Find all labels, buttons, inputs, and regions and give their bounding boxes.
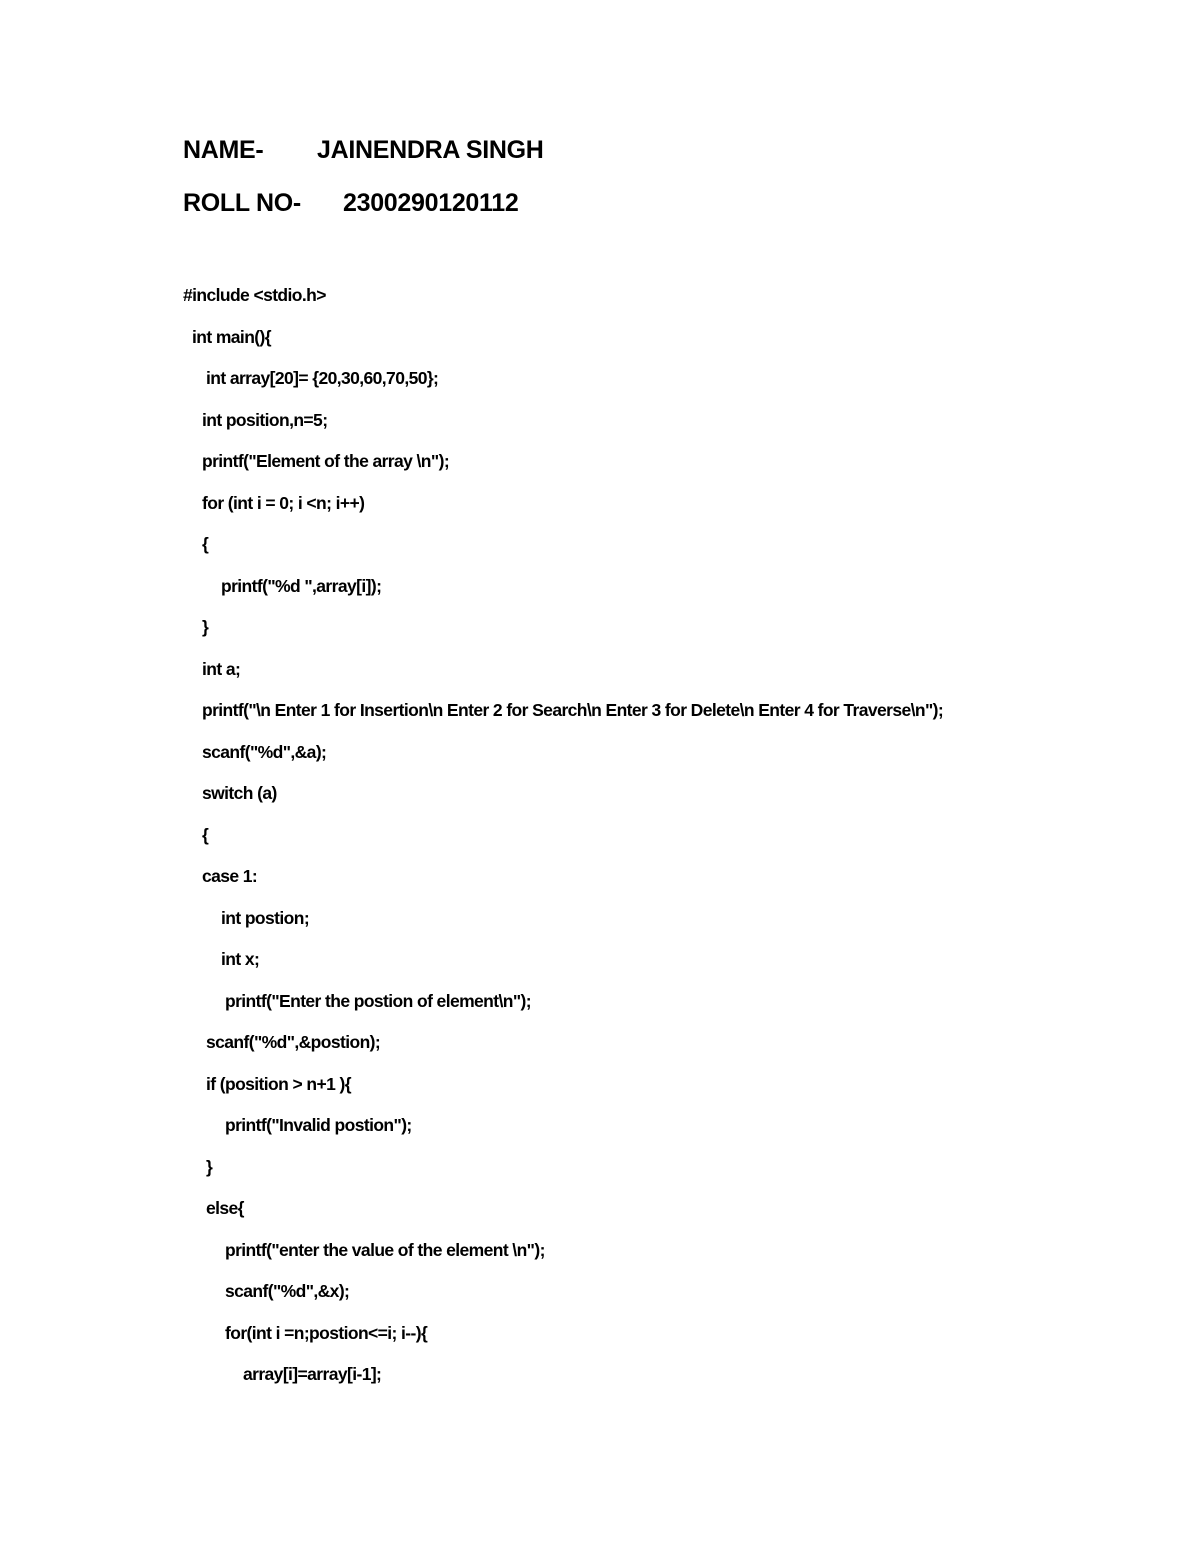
name-value: JAINENDRA SINGH bbox=[317, 136, 544, 164]
code-line: printf("%d ",array[i]); bbox=[221, 576, 382, 596]
code-line: scanf("%d",&x); bbox=[225, 1281, 350, 1301]
code-line: int x; bbox=[221, 949, 260, 969]
name-label: NAME- bbox=[183, 136, 264, 164]
code-line: { bbox=[202, 825, 209, 845]
code-line: else{ bbox=[206, 1198, 244, 1218]
code-line: scanf("%d",&a); bbox=[202, 742, 327, 762]
roll-label: ROLL NO- bbox=[183, 189, 301, 217]
code-line: printf("Invalid postion"); bbox=[225, 1115, 412, 1135]
code-line: printf("\n Enter 1 for Insertion\n Enter 2 for Search\n Enter 3 for Delete\n Enter 4 for Traverse\n"); bbox=[202, 700, 944, 720]
code-line: case 1: bbox=[202, 866, 258, 886]
roll-value: 2300290120112 bbox=[343, 189, 519, 217]
code-line: switch (a) bbox=[202, 783, 277, 803]
code-line: array[i]=array[i-1]; bbox=[243, 1364, 382, 1384]
code-line: scanf("%d",&postion); bbox=[206, 1032, 381, 1052]
roll-number-line bbox=[183, 189, 783, 221]
code-line: int a; bbox=[202, 659, 241, 679]
code-line: for(int i =n;postion<=i; i--){ bbox=[225, 1323, 428, 1343]
code-line: printf("Enter the postion of element\n"); bbox=[225, 991, 532, 1011]
code-line: int array[20]= {20,30,60,70,50}; bbox=[206, 368, 439, 388]
code-line: } bbox=[202, 617, 209, 637]
code-line: printf("enter the value of the element \n"); bbox=[225, 1240, 545, 1260]
student-name-line bbox=[183, 136, 783, 168]
code-line: } bbox=[206, 1157, 213, 1177]
code-line: for (int i = 0; i <n; i++) bbox=[202, 493, 365, 513]
code-line: int postion; bbox=[221, 908, 310, 928]
code-line: { bbox=[202, 534, 209, 554]
code-line: printf("Element of the array \n"); bbox=[202, 451, 450, 471]
code-line: #include <stdio.h> bbox=[183, 285, 326, 305]
code-line: int main(){ bbox=[192, 327, 271, 347]
code-line: int position,n=5; bbox=[202, 410, 328, 430]
code-line: if (position > n+1 ){ bbox=[206, 1074, 351, 1094]
